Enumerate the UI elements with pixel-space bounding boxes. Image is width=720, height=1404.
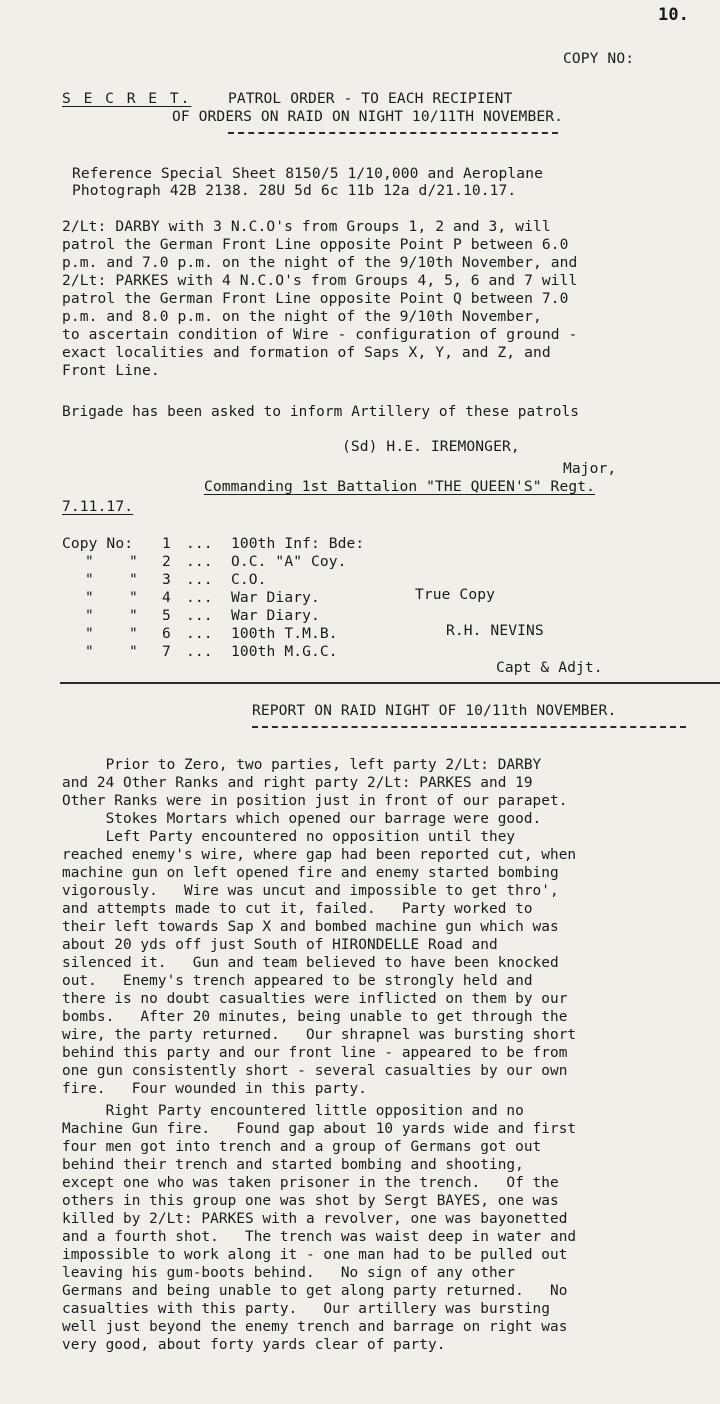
report-line: silenced it. Gun and team believed to have been knocked [62,955,559,971]
report-line: fire. Four wounded in this party. [62,1081,367,1097]
report-line: Germans and being unable to get along party returned. No [62,1283,568,1299]
signature-rank: Major, [563,460,617,477]
ellipsis: ... [186,553,213,570]
header-divider [228,132,558,134]
ditto-mark: " [129,571,138,588]
report-line: one gun consistently short - several casualties by our own [62,1063,568,1079]
report-line: very good, about forty yards clear of party. [62,1337,446,1353]
ellipsis: ... [186,535,213,552]
header-line-1: PATROL ORDER - TO EACH RECIPIENT [228,90,513,107]
ditto-mark: " [85,643,94,660]
copy-recipient: 100th T.M.B. [231,625,338,642]
reference-line: Photograph 42B 2138. 28U 5d 6c 11b 12a d/21.10.17. [72,182,517,199]
report-line: leaving his gum-boots behind. No sign of any other [62,1265,516,1281]
patrol-order-line: to ascertain condition of Wire - configuration of ground - [62,326,578,343]
report-line: reached enemy's wire, where gap had been reported cut, when [62,847,577,863]
patrol-order-line: Front Line. [62,362,160,379]
page-number: 10. [658,5,690,25]
patrol-order-line: 2/Lt: DARBY with 3 N.C.O's from Groups 1, 2 and 3, will [62,218,551,235]
report-line: their left towards Sap X and bombed machine gun which was [62,919,559,935]
report-line: casualties with this party. Our artillery was bursting [62,1301,550,1317]
section-divider [60,682,720,684]
true-copy-name: R.H. NEVINS [446,622,544,639]
copy-recipient: War Diary. [231,607,320,624]
report-line: except one who was taken prisoner in the trench. Of the [62,1175,559,1191]
copy-number: 3 [162,571,171,588]
copy-recipient: 100th Inf: Bde: [231,535,365,552]
true-copy-title: Capt & Adjt. [496,659,603,676]
report-line: out. Enemy's trench appeared to be strongly held and [62,973,533,989]
patrol-order-line: patrol the German Front Line opposite Point Q between 7.0 [62,290,569,307]
signature-command: Commanding 1st Battalion "THE QUEEN'S" Regt. [204,478,595,495]
patrol-order-line: patrol the German Front Line opposite Point P between 6.0 [62,236,569,253]
ditto-mark: " [129,607,138,624]
patrol-order-line: exact localities and formation of Saps X, Y, and Z, and [62,344,551,361]
ditto-mark: " [85,553,94,570]
copy-recipient: C.O. [231,571,267,588]
ellipsis: ... [186,643,213,660]
copy-recipient: War Diary. [231,589,320,606]
report-line: wire, the party returned. Our shrapnel was bursting short [62,1027,577,1043]
header-line-2: OF ORDERS ON RAID ON NIGHT 10/11TH NOVEMBER. [172,108,563,125]
signature-name: (Sd) H.E. IREMONGER, [342,438,520,455]
report-line: others in this group one was shot by Sergt BAYES, one was [62,1193,559,1209]
ditto-mark: " [85,571,94,588]
ellipsis: ... [186,607,213,624]
report-line: bombs. After 20 minutes, being unable to get through the [62,1009,568,1025]
report-line: Other Ranks were in position just in front of our parapet. [62,793,568,809]
copy-number: 2 [162,553,171,570]
patrol-order-line: p.m. and 8.0 p.m. on the night of the 9/10th November, [62,308,542,325]
ditto-mark: " [129,643,138,660]
ditto-mark: " [129,553,138,570]
report-line: vigorously. Wire was uncut and impossible to get thro', [62,883,559,899]
ditto-mark: " [85,625,94,642]
copy-number: 6 [162,625,171,642]
copy-number: 1 [162,535,171,552]
ditto-mark: " [85,589,94,606]
ellipsis: ... [186,589,213,606]
patrol-order-line: 2/Lt: PARKES with 4 N.C.O's from Groups 4, 5, 6 and 7 will [62,272,578,289]
ditto-mark: " [129,589,138,606]
ellipsis: ... [186,625,213,642]
report-line: four men got into trench and a group of Germans got out [62,1139,542,1155]
report-line: Prior to Zero, two parties, left party 2/Lt: DARBY [62,757,542,773]
report-line: behind this party and our front line - appeared to be from [62,1045,568,1061]
report-line: about 20 yds off just South of HIRONDELLE Road and [62,937,498,953]
copy-number: 4 [162,589,171,606]
report-line: and attempts made to cut it, failed. Party worked to [62,901,533,917]
copy-number: 5 [162,607,171,624]
report-line: there is no doubt casualties were inflicted on them by our [62,991,568,1007]
report-line: and 24 Other Ranks and right party 2/Lt: PARKES and 19 [62,775,533,791]
report-line: killed by 2/Lt: PARKES with a revolver, one was bayonetted [62,1211,568,1227]
copy-recipient: O.C. "A" Coy. [231,553,347,570]
copy-prefix: Copy No: [62,535,134,552]
copy-number: 7 [162,643,171,660]
report-title: REPORT ON RAID NIGHT OF 10/11th NOVEMBER. [252,702,617,719]
true-copy-label: True Copy [415,586,495,603]
report-line: and a fourth shot. The trench was waist deep in water and [62,1229,577,1245]
report-line: Left Party encountered no opposition until they [62,829,516,845]
ditto-mark: " [129,625,138,642]
report-line: well just beyond the enemy trench and barrage on right was [62,1319,568,1335]
copy-recipient: 100th M.G.C. [231,643,338,660]
copy-number-label: COPY NO: [563,50,635,67]
report-line: Stokes Mortars which opened our barrage were good. [62,811,542,827]
reference-line: Reference Special Sheet 8150/5 1/10,000 and Aeroplane [72,165,543,182]
report-line: Right Party encountered little opposition and no [62,1103,524,1119]
report-title-divider [252,726,686,728]
report-line: impossible to work along it - one man had to be pulled out [62,1247,568,1263]
brigade-note: Brigade has been asked to inform Artillery of these patrols [62,404,580,420]
secret-label: S E C R E T. [62,90,192,107]
patrol-order-line: p.m. and 7.0 p.m. on the night of the 9/10th November, and [62,254,578,271]
report-line: behind their trench and started bombing and shooting, [62,1157,524,1173]
report-line: machine gun on left opened fire and enemy started bombing [62,865,559,881]
report-line: Machine Gun fire. Found gap about 10 yards wide and first [62,1121,577,1137]
ditto-mark: " [85,607,94,624]
ellipsis: ... [186,571,213,588]
order-date: 7.11.17. [62,498,134,515]
